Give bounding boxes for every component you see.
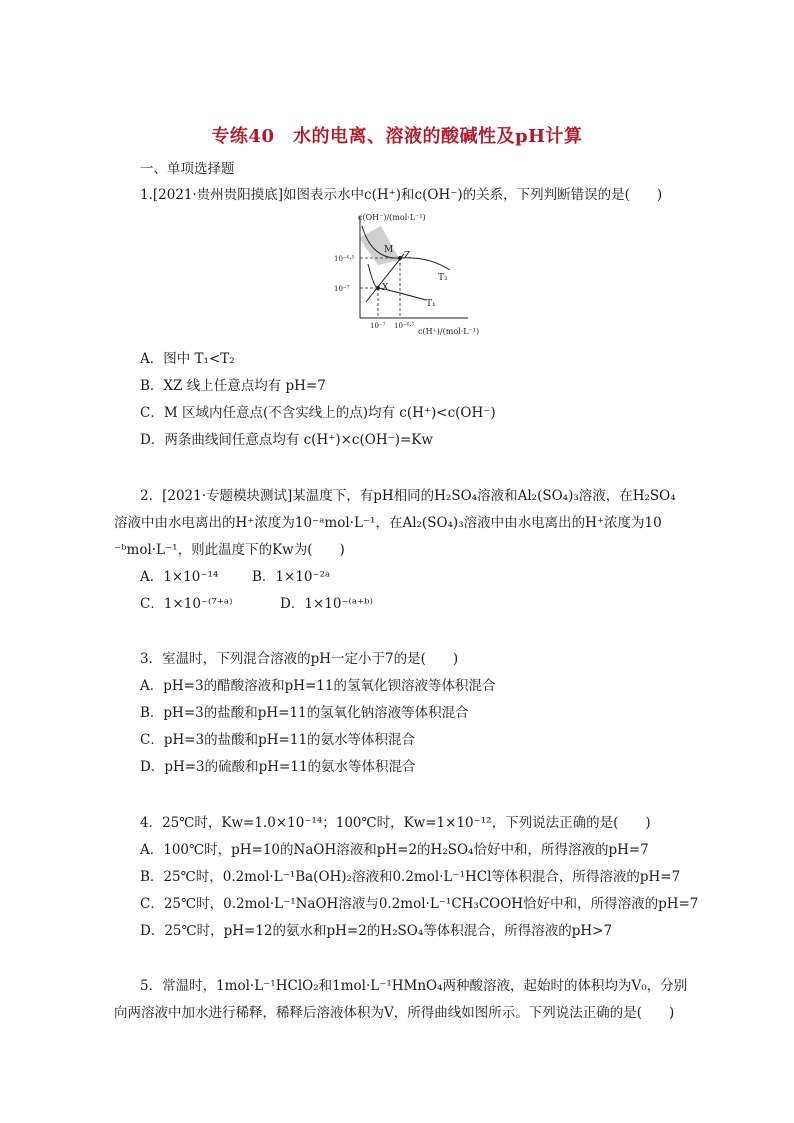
q1-option-a: A．图中 T₁<T₂ — [140, 351, 235, 367]
m-region — [359, 226, 400, 265]
t1-curve — [368, 264, 426, 300]
q4-option-a: A．100℃时，pH=10的NaOH溶液和pH=2的H₂SO₄恰好中和，所得溶液的pH=7 — [140, 842, 649, 858]
x-tick-2: 10⁻⁶·⁵ — [394, 322, 415, 330]
q4-stem: 4．25℃时，Kw=1.0×10⁻¹⁴；100℃时，Kw=1×10⁻¹²，下列说法正确的是( ) — [140, 815, 651, 831]
section-heading: 一、单项选择题 — [140, 161, 235, 177]
x-axis-label: c(H⁺)/(mol·L⁻¹) — [418, 327, 480, 336]
label-t1: T₁ — [426, 299, 436, 309]
q1-option-d: D．两条曲线间任意点均有 c(H⁺)×c(OH⁻)=Kw — [140, 432, 433, 448]
y-axis-label: c(OH⁻)/(mol·L⁻¹) — [358, 213, 426, 222]
q5-line-2: 向两溶液中加水进行稀释，稀释后溶液体积为V，所得曲线如图所示。下列说法正确的是( ) — [114, 1005, 675, 1021]
q3-option-d: D．pH=3的硫酸和pH=11的氨水等体积混合 — [140, 759, 416, 775]
label-m: M — [384, 245, 394, 255]
q3-option-b: B．pH=3的盐酸和pH=11的氢氧化钠溶液等体积混合 — [140, 705, 469, 721]
q3-option-c: C．pH=3的盐酸和pH=11的氨水等体积混合 — [140, 732, 416, 748]
q2-line-2: 溶液中由水电离出的H⁺浓度为10⁻ᵃmol·L⁻¹，在Al₂(SO₄)₃溶液中由水电离出的H⁺浓度为10 — [114, 515, 662, 531]
q1-stem: 1.[2021·贵州贵阳摸底]如图表示水中c(H⁺)和c(OH⁻)的关系，下列判断错误的是( ) — [140, 187, 663, 203]
q3-option-a: A．pH=3的醋酸溶液和pH=11的氢氧化钡溶液等体积混合 — [140, 678, 496, 694]
point-z — [398, 256, 402, 260]
q4-option-c: C．25℃时，0.2mol·L⁻¹NaOH溶液与0.2mol·L⁻¹CH₃COOH恰好中和，所得溶液的pH=7 — [140, 896, 699, 912]
label-x: X — [382, 283, 389, 293]
q2-option-b: B．1×10⁻²ᵃ — [252, 569, 331, 585]
q1-option-b: B．XZ 线上任意点均有 pH=7 — [140, 378, 326, 394]
q4-option-b: B．25℃时，0.2mol·L⁻¹Ba(OH)₂溶液和0.2mol·L⁻¹HCl等体积混合，所得溶液的pH=7 — [140, 869, 681, 885]
q1-option-c: C．M 区域内任意点(不含实线上的点)均有 c(H⁺)<c(OH⁻) — [140, 405, 496, 421]
q4-option-d: D．25℃时，pH=12的氨水和pH=2的H₂SO₄等体积混合，所得溶液的pH>7 — [140, 923, 613, 939]
label-z: Z — [404, 251, 411, 261]
q3-stem: 3．室温时，下列混合溶液的pH一定小于7的是( ) — [140, 651, 459, 667]
q2-option-c: C．1×10⁻⁽⁷⁺ᵃ⁾ — [140, 596, 233, 612]
q1-figure — [318, 208, 498, 338]
page-title: 专练40 水的电离、溶液的酸碱性及pH计算 — [211, 126, 583, 147]
point-x — [376, 286, 380, 290]
x-tick-1: 10⁻⁷ — [370, 322, 386, 330]
q2-option-d: D．1×10⁻⁽ᵃ⁺ᵇ⁾ — [280, 596, 373, 612]
q2-option-a: A．1×10⁻¹⁴ — [140, 569, 219, 585]
q2-line-3: ⁻ᵇmol·L⁻¹，则此温度下的Kw为( ) — [114, 542, 345, 558]
label-t2: T₂ — [438, 273, 448, 283]
q2-line-1: 2．[2021·专题模块测试]某温度下，有pH相同的H₂SO₄溶液和Al₂(SO₄)₃溶液，在H₂SO₄ — [140, 488, 676, 504]
q5-line-1: 5．常温时，1mol·L⁻¹HClO₂和1mol·L⁻¹HMnO₄两种酸溶液，起始时的体积均为V₀，分别 — [140, 978, 688, 994]
y-tick-2: 10⁻⁷ — [334, 285, 350, 293]
y-tick-1: 10⁻⁶·⁵ — [334, 255, 355, 263]
